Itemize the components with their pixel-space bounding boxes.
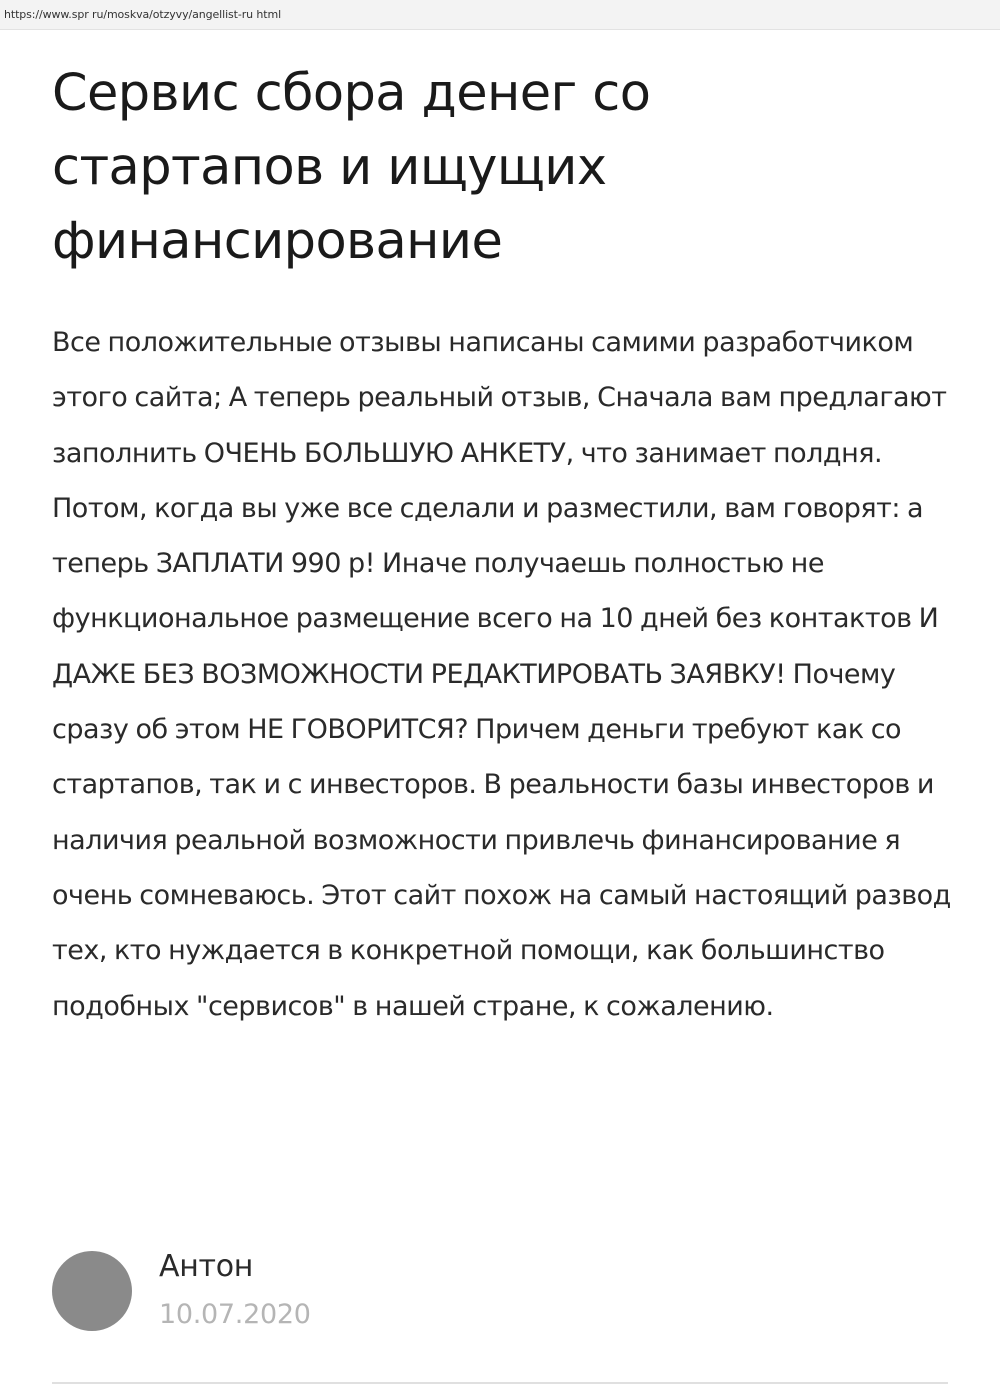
review-date: 10.07.2020	[159, 1299, 311, 1330]
page-url[interactable]: https://www.spr ru/moskva/otzyvy/angellist-ru html	[4, 8, 282, 21]
author-name: Антон	[159, 1249, 254, 1284]
divider	[52, 1382, 948, 1384]
review-author-block	[52, 1242, 952, 1352]
review-text: Все положительные отзывы написаны самими разработчиком этого сайта; А теперь реальный отзыв, Сначала вам предлагают заполнить ОЧЕНЬ БОЛЬШУЮ АНКЕТУ, что занимает полдня. Потом, когда вы уже все сделали и разместили, вам говорят: а теперь ЗАПЛАТИ 990 р! Иначе получаешь полностью не функциональное размещение всего на 10 дней без контактов И ДАЖЕ БЕЗ ВОЗМОЖНОСТИ РЕДАКТИРОВАТЬ ЗАЯВКУ! Почему сразу об этом НЕ ГОВОРИТСЯ? Причем деньги требуют как со стартапов, так и с инвесторов. В реальности базы инвесторов и наличия реальной возможности привлечь финансирование я очень сомневаюсь. Этот сайт похож на самый настоящий развод тех, кто нуждается в конкретной помощи, как большинство подобных "сервисов" в нашей стране, к сожалению.	[52, 327, 951, 1022]
address-bar[interactable]	[0, 0, 1000, 30]
avatar	[52, 1251, 132, 1331]
review-title: Сервис сбора денег со стартапов и ищущих финансирование	[52, 64, 651, 271]
